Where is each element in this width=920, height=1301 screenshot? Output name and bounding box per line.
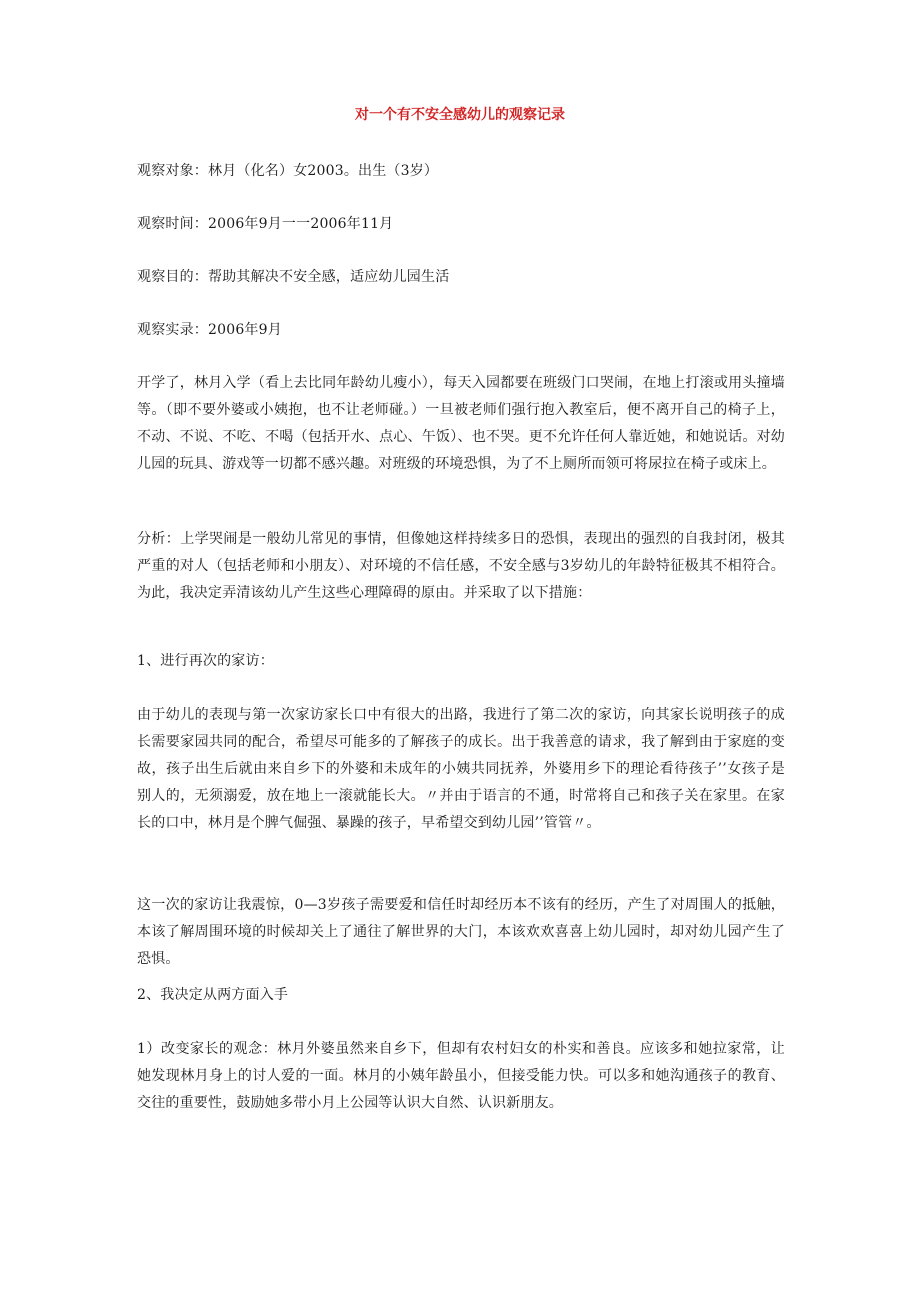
reflection-paragraph: 这一次的家访让我震惊，0—3岁孩子需要爱和信任时却经历本不该有的经历，产生了对周围人的抵触，本该了解周围环境的时候却关上了通往了解世界的大门，本该欢欢喜喜上幼儿园时，却对幼儿园产生了恐惧。 (137, 897, 785, 967)
parent-concept-paragraph: 1）改变家长的观念：林月外婆虽然来自乡下，但却有农村妇女的朴实和善良。应该多和她拉家常，让她发现林月身上的讨人爱的一面。林月的小姨年龄虽小，但接受能力快。可以多和她沟通孩子的教育、交往的重要性，鼓励她多带小月上公园等认识大自然、认识新朋友。 (137, 1041, 785, 1111)
measure-2-heading: 2、我决定从两方面入手 (137, 987, 289, 1003)
home-visit-paragraph: 由于幼儿的表现与第一次家访家长口中有很大的出路，我进行了第二次的家访，向其家长说明孩子的成长需要家园共同的配合，希望尽可能多的了解孩子的成长。出于我善意的请求，我了解到由于家庭的变故，孩子出生后就由来自乡下的外婆和未成年的小姨共同抚养，外婆用乡下的理论看待孩子’’女孩子是别人的，无须溺爱，放在地上一滚就能长大。〃并由于语言的不通，时常将自己和孩子关在家里。在家长的口中，林月是个脾气倔强、暴躁的孩子，早希望交到幼儿园’’管管〃。 (137, 707, 785, 831)
observation-subject: 观察对象：林月（化名）女2003。出生（3岁） (137, 163, 439, 179)
observation-time: 观察时间：2006年9月一一2006年11月 (137, 216, 394, 232)
analysis-paragraph: 分析：上学哭闹是一般幼儿常见的事情，但像她这样持续多日的恐惧，表现出的强烈的自我封闭，极其严重的对人（包括老师和小朋友）、对环境的不信任感，不安全感与3岁幼儿的年龄特征极其不相符合。为此，我决定弄清该幼儿产生这些心理障碍的原由。并采取了以下措施： (137, 531, 785, 601)
observation-record-date: 观察实录：2006年9月 (137, 322, 282, 338)
observation-purpose: 观察目的：帮助其解决不安全感，适应幼儿园生活 (137, 269, 450, 285)
measure-1-heading: 1、进行再次的家访： (137, 653, 274, 669)
document-title: 对一个有不安全感幼儿的观察记录 (355, 107, 565, 123)
observation-record-body: 开学了，林月入学（看上去比同年龄幼儿瘦小），每天入园都要在班级门口哭闹，在地上打滚或用头撞墙等。（即不要外婆或小姨抱，也不让老师碰。）一旦被老师们强行抱入教室后，便不离开自己的椅子上，不动、不说、不吃、不喝（包括开水、点心、午饭）、也不哭。更不允许任何人靠近她，和她说话。对幼儿园的玩具、游戏等一切都不感兴趣。对班级的环境恐惧，为了不上厕所而领可将尿拉在椅子或床上。 (137, 375, 785, 472)
